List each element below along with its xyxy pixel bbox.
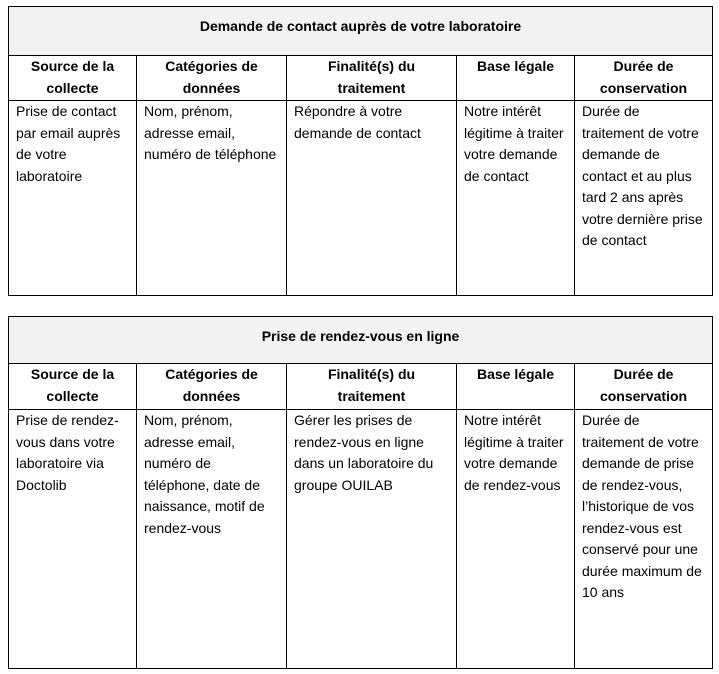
header-source: Source de la collecte bbox=[9, 364, 137, 410]
table-row bbox=[9, 410, 713, 669]
header-categories: Catégories de données bbox=[137, 56, 287, 101]
contact-request-table bbox=[8, 6, 713, 296]
cell-purpose: Répondre à votre demande de contact bbox=[287, 101, 457, 296]
header-legal-basis: Base légale bbox=[457, 364, 575, 410]
header-legal-basis: Base légale bbox=[457, 56, 575, 101]
header-purpose: Finalité(s) du traitement bbox=[287, 56, 457, 101]
cell-source: Prise de rendez-vous dans votre laboratoire via Doctolib bbox=[9, 410, 137, 669]
header-source: Source de la collecte bbox=[9, 56, 137, 101]
table-title: Prise de rendez-vous en ligne bbox=[9, 317, 713, 364]
cell-legal-basis: Notre intérêt légitime à traiter votre demande de rendez-vous bbox=[457, 410, 575, 669]
cell-purpose: Gérer les prises de rendez-vous en ligne dans un laboratoire du groupe OUILAB bbox=[287, 410, 457, 669]
cell-legal-basis: Notre intérêt légitime à traiter votre demande de contact bbox=[457, 101, 575, 296]
header-retention: Durée de conservation bbox=[575, 364, 713, 410]
cell-source: Prise de contact par email auprès de votre laboratoire bbox=[9, 101, 137, 296]
cell-categories: Nom, prénom, adresse email, numéro de téléphone bbox=[137, 101, 287, 296]
cell-categories: Nom, prénom, adresse email, numéro de téléphone, date de naissance, motif de rendez-vous bbox=[137, 410, 287, 669]
online-appointment-table bbox=[8, 316, 713, 669]
cell-retention: Durée de traitement de votre demande de contact et au plus tard 2 ans après votre dernière prise de contact bbox=[575, 101, 713, 296]
table-title: Demande de contact auprès de votre laboratoire bbox=[9, 7, 713, 56]
cell-retention: Durée de traitement de votre demande de prise de rendez-vous, l’historique de vos rendez-vous est conservé pour une durée maximum de 10 ans bbox=[575, 410, 713, 669]
header-purpose: Finalité(s) du traitement bbox=[287, 364, 457, 410]
header-categories: Catégories de données bbox=[137, 364, 287, 410]
table-row bbox=[9, 101, 713, 296]
header-retention: Durée de conservation bbox=[575, 56, 713, 101]
